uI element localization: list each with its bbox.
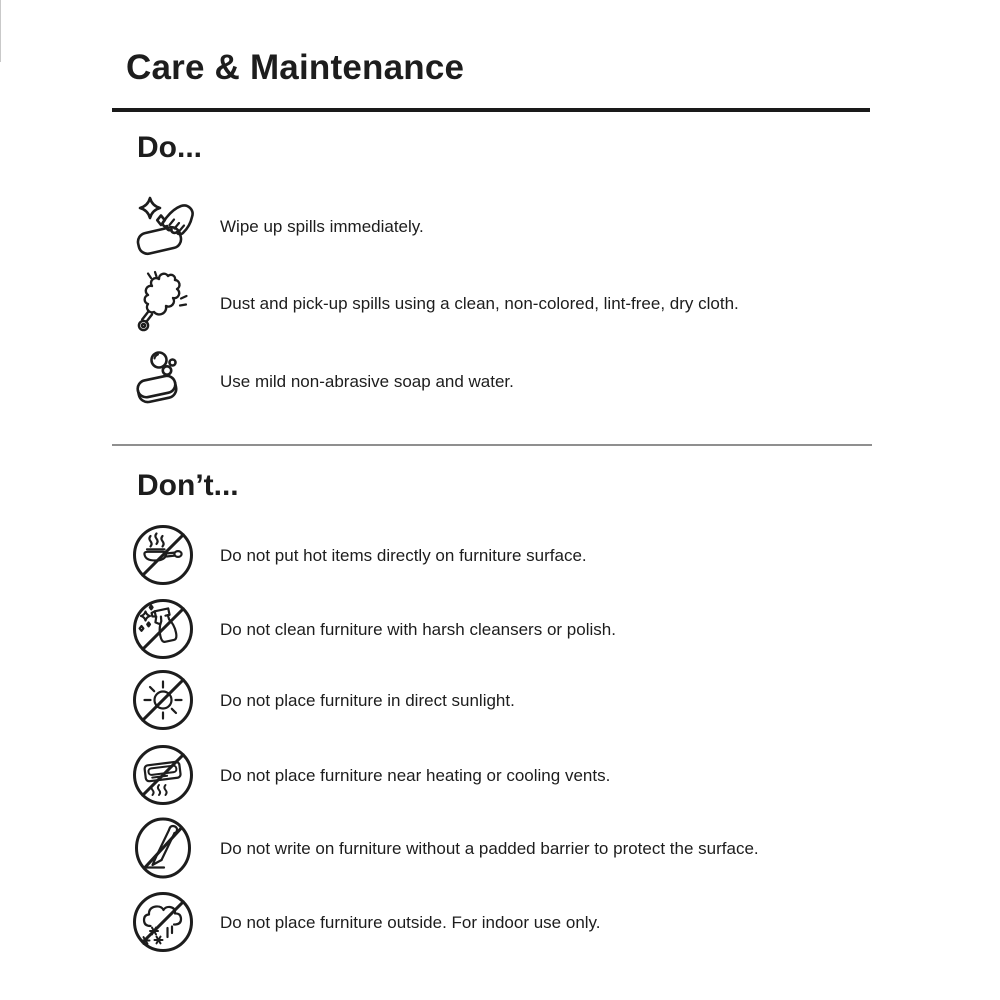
dont-item-row [131, 890, 601, 954]
care-instruction-text: Wipe up spills immediately. [220, 216, 424, 236]
no-heating-cooling-vents-icon [131, 743, 195, 807]
care-instruction-text: Do not write on furniture without a padded barrier to protect the surface. [220, 838, 759, 858]
do-item-row [131, 349, 514, 413]
care-instruction-text: Do not clean furniture with harsh cleansers or polish. [220, 619, 616, 639]
dont-item-row [131, 668, 515, 732]
do-section-heading: Do... [137, 131, 202, 164]
dont-item-row [131, 523, 587, 587]
care-instruction-text: Do not place furniture outside. For indoor use only. [220, 912, 601, 932]
section-divider [112, 444, 872, 446]
care-instruction-text: Do not place furniture in direct sunlight. [220, 690, 515, 710]
no-writing-icon [131, 816, 195, 880]
no-outdoor-use-icon [131, 890, 195, 954]
dont-section-heading: Don’t... [137, 469, 239, 502]
care-instruction-text: Dust and pick-up spills using a clean, non-colored, lint-free, dry cloth. [220, 293, 739, 313]
do-item-row [131, 266, 739, 340]
care-instruction-text: Use mild non-abrasive soap and water. [220, 371, 514, 391]
care-instruction-text: Do not place furniture near heating or cooling vents. [220, 765, 611, 785]
wiping-hand-icon [131, 194, 195, 258]
feather-duster-icon [131, 271, 195, 335]
dont-item-row [131, 743, 610, 807]
dont-item-row [131, 816, 759, 880]
dont-item-row [131, 597, 616, 661]
no-harsh-cleansers-icon [131, 597, 195, 661]
care-instruction-text: Do not put hot items directly on furniture surface. [220, 545, 587, 565]
page-title: Care & Maintenance [126, 48, 465, 87]
title-rule [112, 108, 870, 112]
do-item-row [131, 194, 424, 258]
no-hot-items-icon [131, 523, 195, 587]
no-direct-sunlight-icon [131, 668, 195, 732]
soap-and-bubbles-icon [131, 349, 195, 413]
scan-edge-artifact [0, 0, 1, 62]
